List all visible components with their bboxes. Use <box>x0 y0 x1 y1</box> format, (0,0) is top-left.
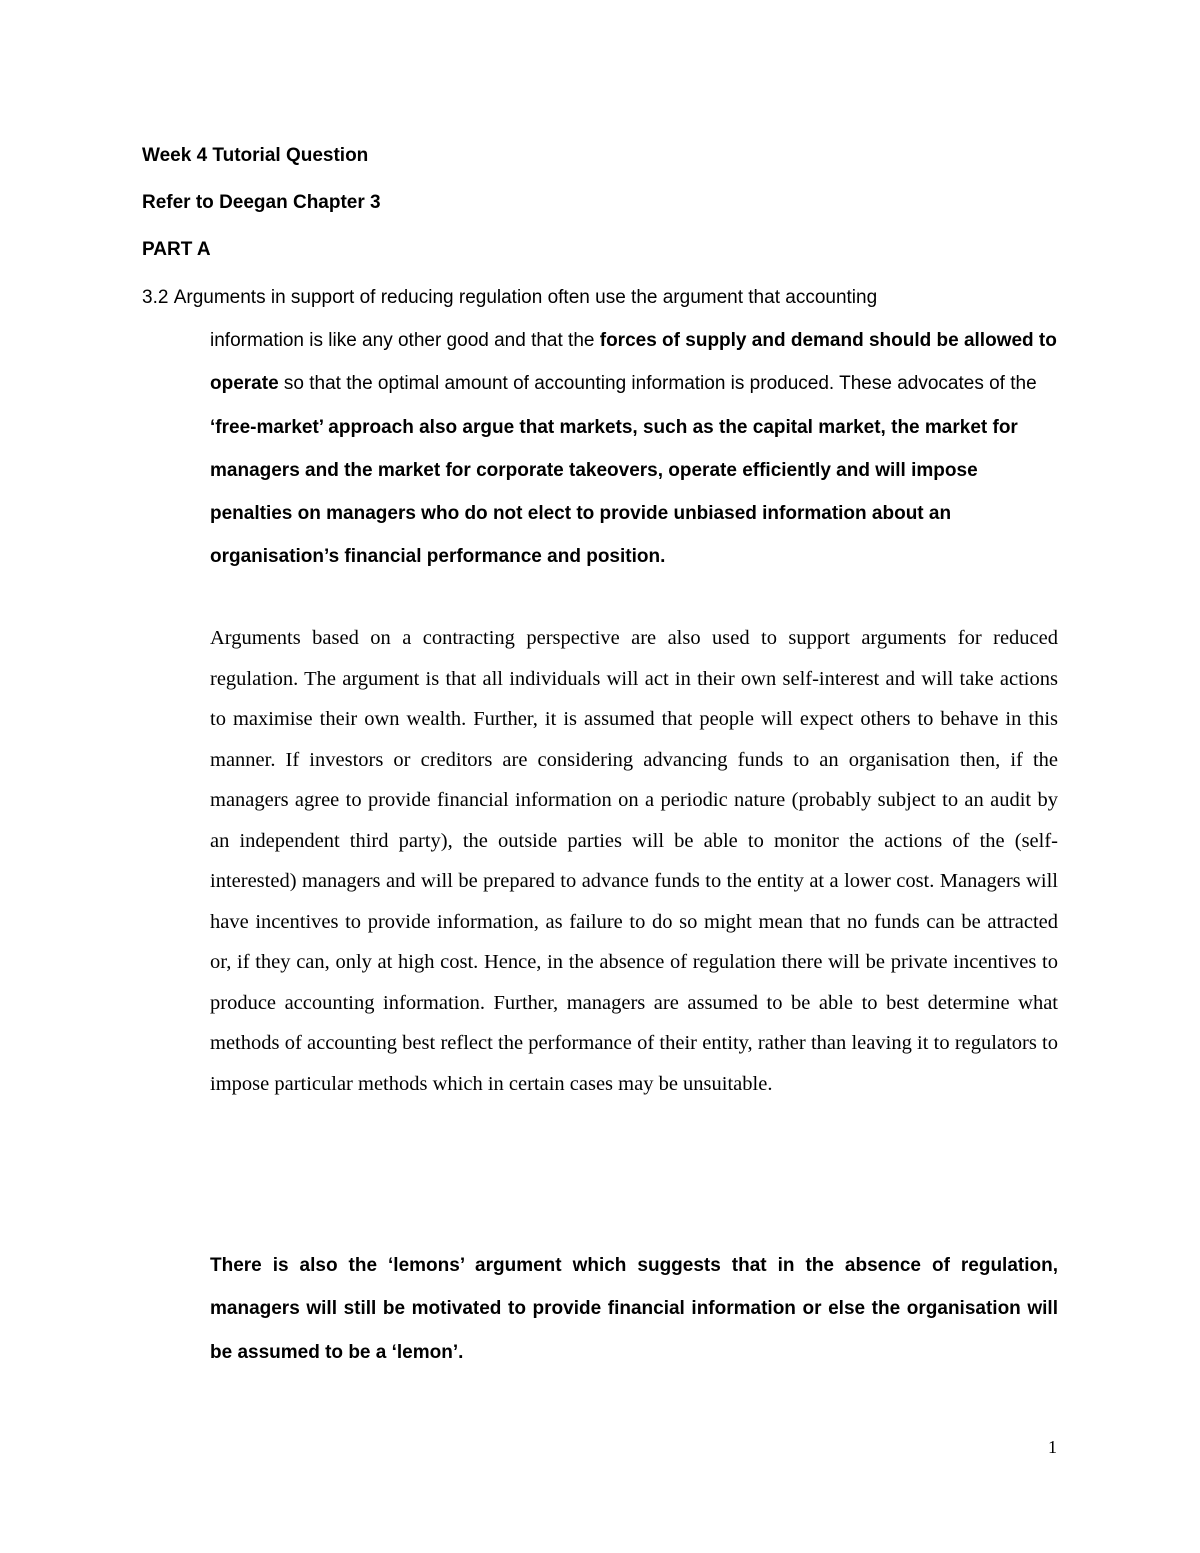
question-text-1: information is like any other good and that the <box>210 330 595 351</box>
page-title: Week 4 Tutorial Question <box>142 145 369 166</box>
question-number: 3.2 <box>142 287 169 308</box>
lemons-text: There is also the ‘lemons’ argument which suggests that in the absence of regulation, managers will still be motivated to provide financial information or else the organisation will be assumed to be a ‘lemon’. <box>210 1255 1058 1363</box>
question-first-line <box>142 276 1058 319</box>
page-number: 1 <box>1048 1437 1057 1457</box>
chapter-reference: Refer to Deegan Chapter 3 <box>142 192 381 213</box>
question-body <box>210 319 1058 579</box>
answer-paragraph: Arguments based on a contracting perspective are also used to support arguments for reduced regulation. The argument is that all individuals will act in their own self-interest and will take actions to maximise their own wealth. Further, it is assumed that people will expect others to behave in this manner. If investors or creditors are considering advancing funds to an organisation then, if the managers agree to provide financial information on a periodic nature (probably subject to an audit by an independent third party), the outside parties will be able to monitor the actions of the (self-interested) managers and will be prepared to advance funds to the entity at a lower cost. Managers will have incentives to provide information, as failure to do so might mean that no funds can be attracted or, if they can, only at high cost. Hence, in the absence of regulation there will be private incentives to produce accounting information. Further, managers are assumed to be able to best determine what methods of accounting best reflect the performance of their entity, rather than leaving it to regulators to impose particular methods which in certain cases may be unsuitable. <box>210 627 1058 1095</box>
question-bold-1: forces of supply and demand should be allowed to operate <box>210 330 1057 395</box>
question-bold-2: ‘free-market’ approach <box>210 416 414 438</box>
question-text-2: so that the optimal amount of accounting information is produced. These advocates of the <box>283 373 1037 395</box>
question-first-line-text: Arguments in support of reducing regulation often use the argument that accounting <box>173 287 878 308</box>
lemons-paragraph <box>210 1244 1058 1374</box>
part-heading: PART A <box>142 239 211 260</box>
question-text-3: also argue that markets, such as the capital market, the market for managers and the market for corporate takeovers, operate efficiently and will impose penalties on managers who do not elect to provide unbiased information about an organisation’s financial performance and position. <box>210 416 1018 568</box>
